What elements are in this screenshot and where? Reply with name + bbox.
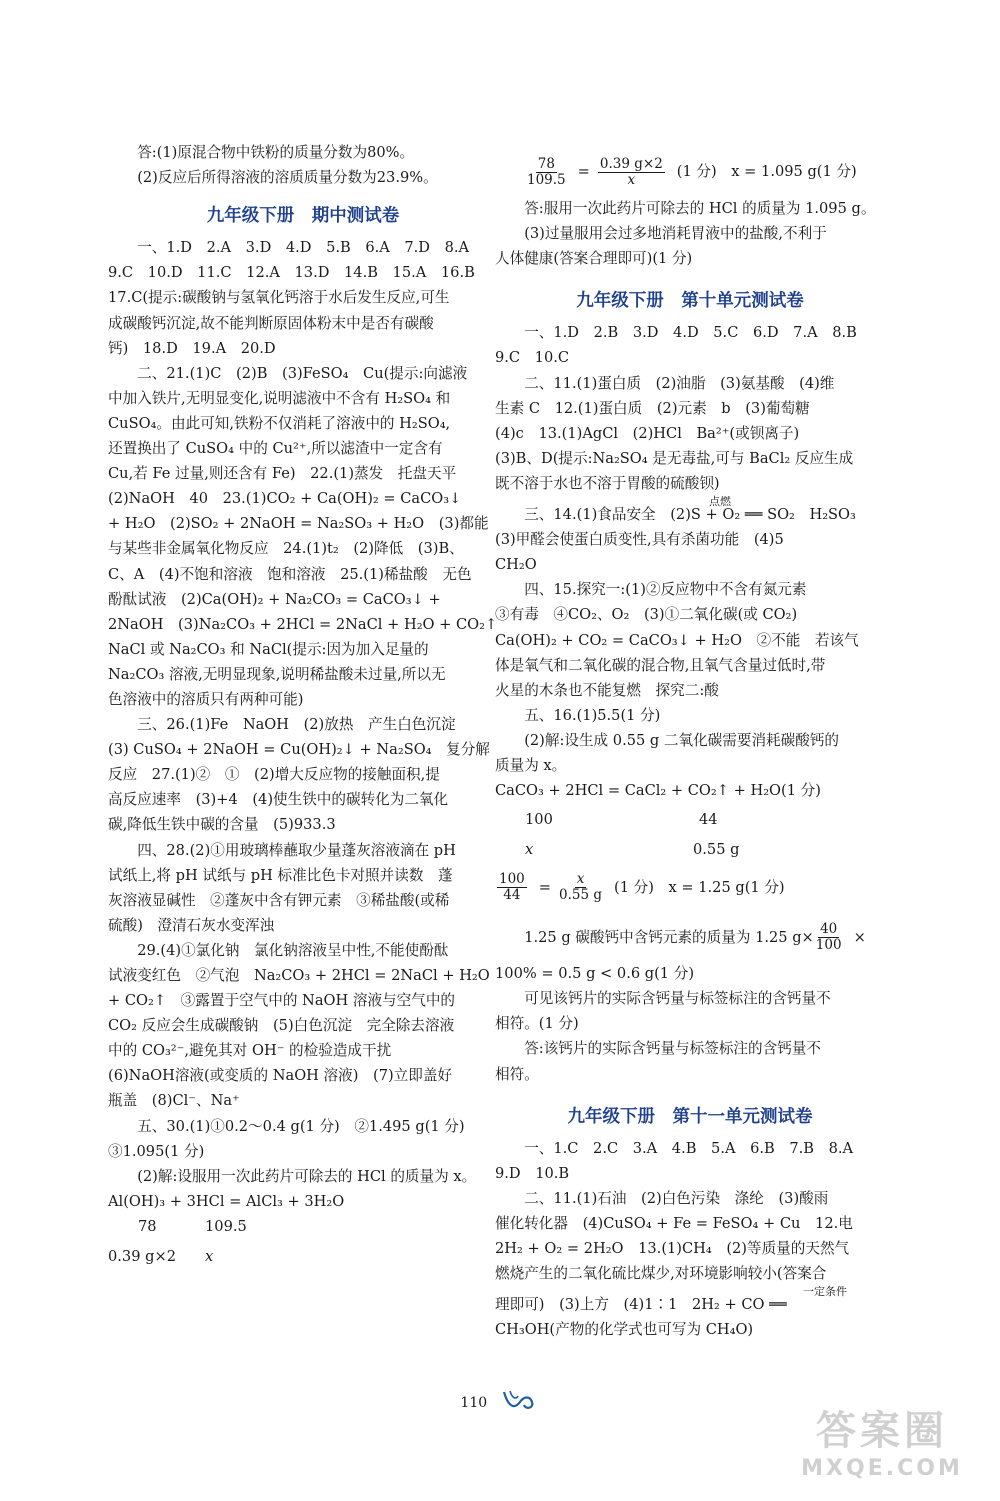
answer-line: (3)B、D(提示:Na₂SO₄ 是无毒盐,可与 BaCl₂ 反应生成 — [495, 449, 854, 467]
answer-line: NaCl 或 Na₂CO₃ 和 NaCl(提示:因为加入足量的 — [108, 640, 429, 658]
answer-line: 17.C(提示:碳酸钠与氢氧化钙溶于水后发生反应,可生 — [108, 289, 450, 307]
answer-line: 四、15.探究一:(1)②反应物中不含有氮元素 — [524, 581, 807, 599]
answer-line: 一、1.C 2.C 3.A 4.B 5.A 6.B 7.B 8.A — [524, 1139, 854, 1157]
answer-line: CO₂ 反应会生成碳酸钠 (5)白色沉淀 完全除去溶液 — [108, 1017, 455, 1035]
answer-line: 二、21.(1)C (2)B (3)FeSO₄ Cu(提示:向滤液 — [137, 364, 468, 382]
answer-line: 碳,降低生铁中碳的含量 (5)933.3 — [108, 816, 336, 834]
fraction: $\frac{x}{0.55 g}$ — [559, 870, 603, 903]
answer-line: 可见该钙片的实际含钙量与标签标注的含钙量不 — [524, 990, 831, 1008]
answer-line: 一、1.D 2.A 3.D 4.D 5.B 6.A 7.D 8.A — [137, 239, 470, 257]
answer-line: 燃烧产生的二氧化硫比煤少,对环境影响较小(答案合 — [495, 1265, 827, 1283]
fraction: $\frac{78}{109.5}$ — [527, 155, 566, 188]
answer-line: 硫酸) 澄清石灰水变浑浊 — [108, 916, 275, 934]
right-column — [495, 148, 885, 1342]
answer-line: (3) CuSO₄ + 2NaOH = Cu(OH)₂↓ + Na₂SO₄ 复分解 — [108, 741, 490, 759]
answer-line: 答:服用一次此药片可除去的 HCl 的质量为 1.095 g。 — [524, 200, 876, 217]
answer-line: 与某些非金属氧化物反应 24.(1)t₂ (2)降低 (3)B、 — [108, 540, 464, 558]
answer-line: 既不溶于水也不溶于胃酸的硫酸钡) — [495, 474, 720, 492]
answer-line: C、A (4)不饱和溶液 饱和溶液 25.(1)稀盐酸 无色 — [108, 565, 472, 583]
answer-line: 9.D 10.B — [495, 1164, 570, 1182]
answer-line: 一、1.D 2.B 3.D 4.D 5.C 6.D 7.A 8.B — [524, 324, 857, 342]
answer-line: 试纸上,将 pH 试纸与 pH 标准比色卡对照并读数 蓬 — [108, 866, 453, 884]
answer-line: 色溶液中的溶质只有两种可能) — [108, 690, 304, 708]
answer-line: 试液变红色 ②气泡 Na₂CO₃ + 2HCl = 2NaCl + H₂O — [108, 967, 490, 984]
calcium-equation: 1.25 g 碳酸钙中含钙元素的质量为 1.25 g× $\frac{40}{100}$ × — [524, 920, 866, 953]
fraction: $\frac{100}{44}$ — [499, 870, 525, 903]
section-title-unit11: 九年级下册 第十一单元测试卷 — [567, 1106, 813, 1127]
mass-value: 100 — [525, 811, 553, 829]
watermark-logo: 答案圈 MXQE.COM — [801, 1408, 963, 1481]
answer-line: 四、28.(2)①用玻璃棒蘸取少量蓬灰溶液滴在 pH — [137, 841, 456, 859]
answer-line: (2)解:设生成 0.55 g 二氧化碳需要消耗碳酸钙的 — [524, 731, 840, 749]
answer-line: 酚酞试液 (2)Ca(OH)₂ + Na₂CO₃ = CaCO₃↓ + — [108, 590, 441, 608]
answer-line: 钙) 18.D 19.A 20.D — [108, 339, 276, 357]
ratio-equation: $\frac{100}{44}$ = $\frac{x}{0.55 g}$ (1 分) x = 1.25 g(1 分) — [499, 870, 785, 903]
answer-line: 中的 CO₃²⁻,避免其对 OH⁻ 的检验造成干扰 — [108, 1042, 392, 1060]
answer-line: 三、14.(1)食品安全 (2)S + O₂ ══ SO₂ H₂SO₃ 点燃 — [495, 502, 885, 527]
fraction: $\frac{40}{100}$ — [815, 920, 842, 953]
answer-line: (3)甲醛会使蛋白质变性,具有杀菌功能 (4)5 — [495, 531, 784, 549]
answer-line: ③有毒 ④CO₂、O₂ (3)①二氧化碳(或 CO₂) — [495, 606, 798, 624]
answer-line: 反应 27.(1)② ① (2)增大反应物的接触面积,提 — [108, 766, 440, 784]
answer-line: 火星的木条也不能复燃 探究二:酸 — [495, 681, 719, 699]
answer-line: (4)c 13.(1)AgCl (2)HCl Ba²⁺(或钡离子) — [495, 424, 800, 442]
answer-line: 人体健康(答案合理即可)(1 分) — [495, 250, 693, 268]
answer-line: Cu,若 Fe 过量,则还含有 Fe) 22.(1)蒸发 托盘天平 — [108, 465, 457, 483]
section-title-unit10: 九年级下册 第十单元测试卷 — [576, 291, 804, 312]
answer-line: (2)NaOH 40 23.(1)CO₂ + Ca(OH)₂ = CaCO₃↓ — [108, 490, 462, 508]
reaction-condition: 一定条件 — [803, 1285, 847, 1299]
decorative-swirl-icon — [500, 1388, 540, 1418]
answer-line: 二、11.(1)蛋白质 (2)油脂 (3)氨基酸 (4)维 — [524, 374, 835, 392]
answer-line: 相符。(1 分) — [495, 1015, 579, 1033]
answer-line: 100% = 0.5 g < 0.6 g(1 分) — [495, 965, 695, 983]
answer-line: 高反应速率 (3)+4 (4)使生铁中的碳转化为二氧化 — [108, 791, 449, 809]
answer-line: 9.C 10.D 11.C 12.A 13.D 14.B 15.A 16.B — [108, 264, 475, 282]
answer-line: 答:(1)原混合物中铁粉的质量分数为80%。 — [137, 144, 415, 161]
equation-tail: (1 分) x = 1.25 g(1 分) — [614, 878, 785, 896]
answer-line: (6)NaOH溶液(或变质的 NaOH 溶液) (7)立即盖好 — [108, 1067, 453, 1085]
answer-line: + H₂O (2)SO₂ + 2NaOH = Na₂SO₃ + H₂O (3)都能 — [108, 515, 489, 533]
answer-line: (3)过量服用会过多地消耗胃液中的盐酸,不利于 — [524, 225, 827, 243]
mass-value: 44 — [699, 811, 718, 829]
answer-line: 瓶盖 (8)Cl⁻、Na⁺ — [108, 1092, 240, 1110]
answer-line: 灰溶液显碱性 ②蓬灰中含有钾元素 ③稀盐酸(或稀 — [108, 891, 450, 909]
mass-row — [495, 807, 885, 833]
answer-line: 生素 C 12.(1)蛋白质 (2)元素 b (3)葡萄糖 — [495, 399, 810, 417]
answer-line: 理即可) (3)上方 (4)1∶1 2H₂ + CO ══ 一定条件 — [495, 1292, 885, 1317]
answer-line: 答:该钙片的实际含钙量与标签标注的含钙量不 — [524, 1040, 821, 1058]
ratio-equation: $\frac{78}{109.5}$ = $\frac{0.39 g\times 2}{x}$ (1 分) x = 1.095 g(1 分) — [527, 155, 857, 188]
answer-line: ③1.095(1 分) — [108, 1142, 205, 1160]
answer-line: 成碳酸钙沉淀,故不能判断原固体粉末中是否有碳酸 — [108, 314, 434, 332]
page-number: 110 — [460, 1395, 488, 1411]
answer-line: Na₂CO₃ 溶液,无明显现象,说明稀盐酸未过量,所以无 — [108, 665, 446, 683]
answer-line: 9.C 10.C — [495, 349, 570, 367]
mass-value: x — [525, 841, 534, 859]
fraction: $\frac{0.39 g\times 2}{x}$ — [599, 155, 663, 188]
mass-value: x — [205, 1247, 214, 1265]
answer-line: CH₂O — [495, 556, 537, 574]
answer-line: 2H₂ + O₂ = 2H₂O 13.(1)CH₄ (2)等质量的天然气 — [495, 1240, 850, 1258]
answer-line: 质量为 x。 — [495, 756, 567, 774]
answer-line: Ca(OH)₂ + CO₂ = CaCO₃↓ + H₂O ②不能 若该气 — [495, 631, 859, 649]
answer-line: 还置换出了 CuSO₄ 中的 Cu²⁺,所以滤渣中一定含有 — [108, 440, 443, 458]
mass-row — [495, 837, 885, 863]
answer-line: 五、30.(1)①0.2～0.4 g(1 分) ②1.495 g(1 分) — [137, 1117, 465, 1135]
mass-value: 0.55 g — [693, 841, 740, 859]
answer-line: 体是氧气和二氧化碳的混合物,且氧气含量过低时,带 — [495, 656, 826, 674]
equation-line: Al(OH)₃ + 3HCl = AlCl₃ + 3H₂O — [108, 1192, 345, 1210]
reaction-condition: 点燃 — [709, 495, 731, 509]
answer-line: CuSO₄。由此可知,铁粉不仅消耗了溶液中的 H₂SO₄, — [108, 414, 451, 432]
mass-value: 109.5 — [205, 1217, 247, 1235]
answer-line: 二、11.(1)石油 (2)白色污染 涤纶 (3)酸雨 — [524, 1189, 829, 1207]
mass-row — [108, 1214, 498, 1240]
answer-line: (2)解:设服用一次此药片可除去的 HCl 的质量为 x。 — [137, 1167, 477, 1185]
answer-line: + CO₂↑ ③露置于空气中的 NaOH 溶液与空气中的 — [108, 992, 456, 1010]
mass-value: 0.39 g×2 — [108, 1247, 176, 1265]
equation-tail: (1 分) x = 1.095 g(1 分) — [676, 163, 857, 181]
answer-line: 五、16.(1)5.5(1 分) — [524, 706, 661, 724]
answer-line: 催化转化器 (4)CuSO₄ + Fe = FeSO₄ + Cu 12.电 — [495, 1215, 853, 1232]
answer-line: 中加入铁片,无明显变化,说明滤液中不含有 H₂SO₄ 和 — [108, 389, 451, 407]
equation-line: CaCO₃ + 2HCl = CaCl₂ + CO₂↑ + H₂O(1 分) — [495, 782, 821, 800]
answer-line: 29.(4)①氯化钠 氯化钠溶液呈中性,不能使酚酞 — [137, 941, 449, 959]
answer-line: 相符。 — [495, 1065, 539, 1083]
mass-value: 78 — [138, 1217, 157, 1235]
answer-line: 2NaOH (3)Na₂CO₃ + 2HCl = 2NaCl + H₂O + CO₂↑ — [108, 615, 498, 633]
answer-line: (2)反应后所得溶液的溶质质量分数为23.9%。 — [137, 169, 438, 187]
answer-line: 三、26.(1)Fe NaOH (2)放热 产生白色沉淀 — [137, 716, 456, 734]
answer-line: CH₃OH(产物的化学式也可写为 CH₄O) — [495, 1321, 754, 1339]
mass-row — [108, 1244, 498, 1270]
section-title-midterm: 九年级下册 期中测试卷 — [206, 206, 400, 227]
left-column — [108, 140, 498, 1270]
